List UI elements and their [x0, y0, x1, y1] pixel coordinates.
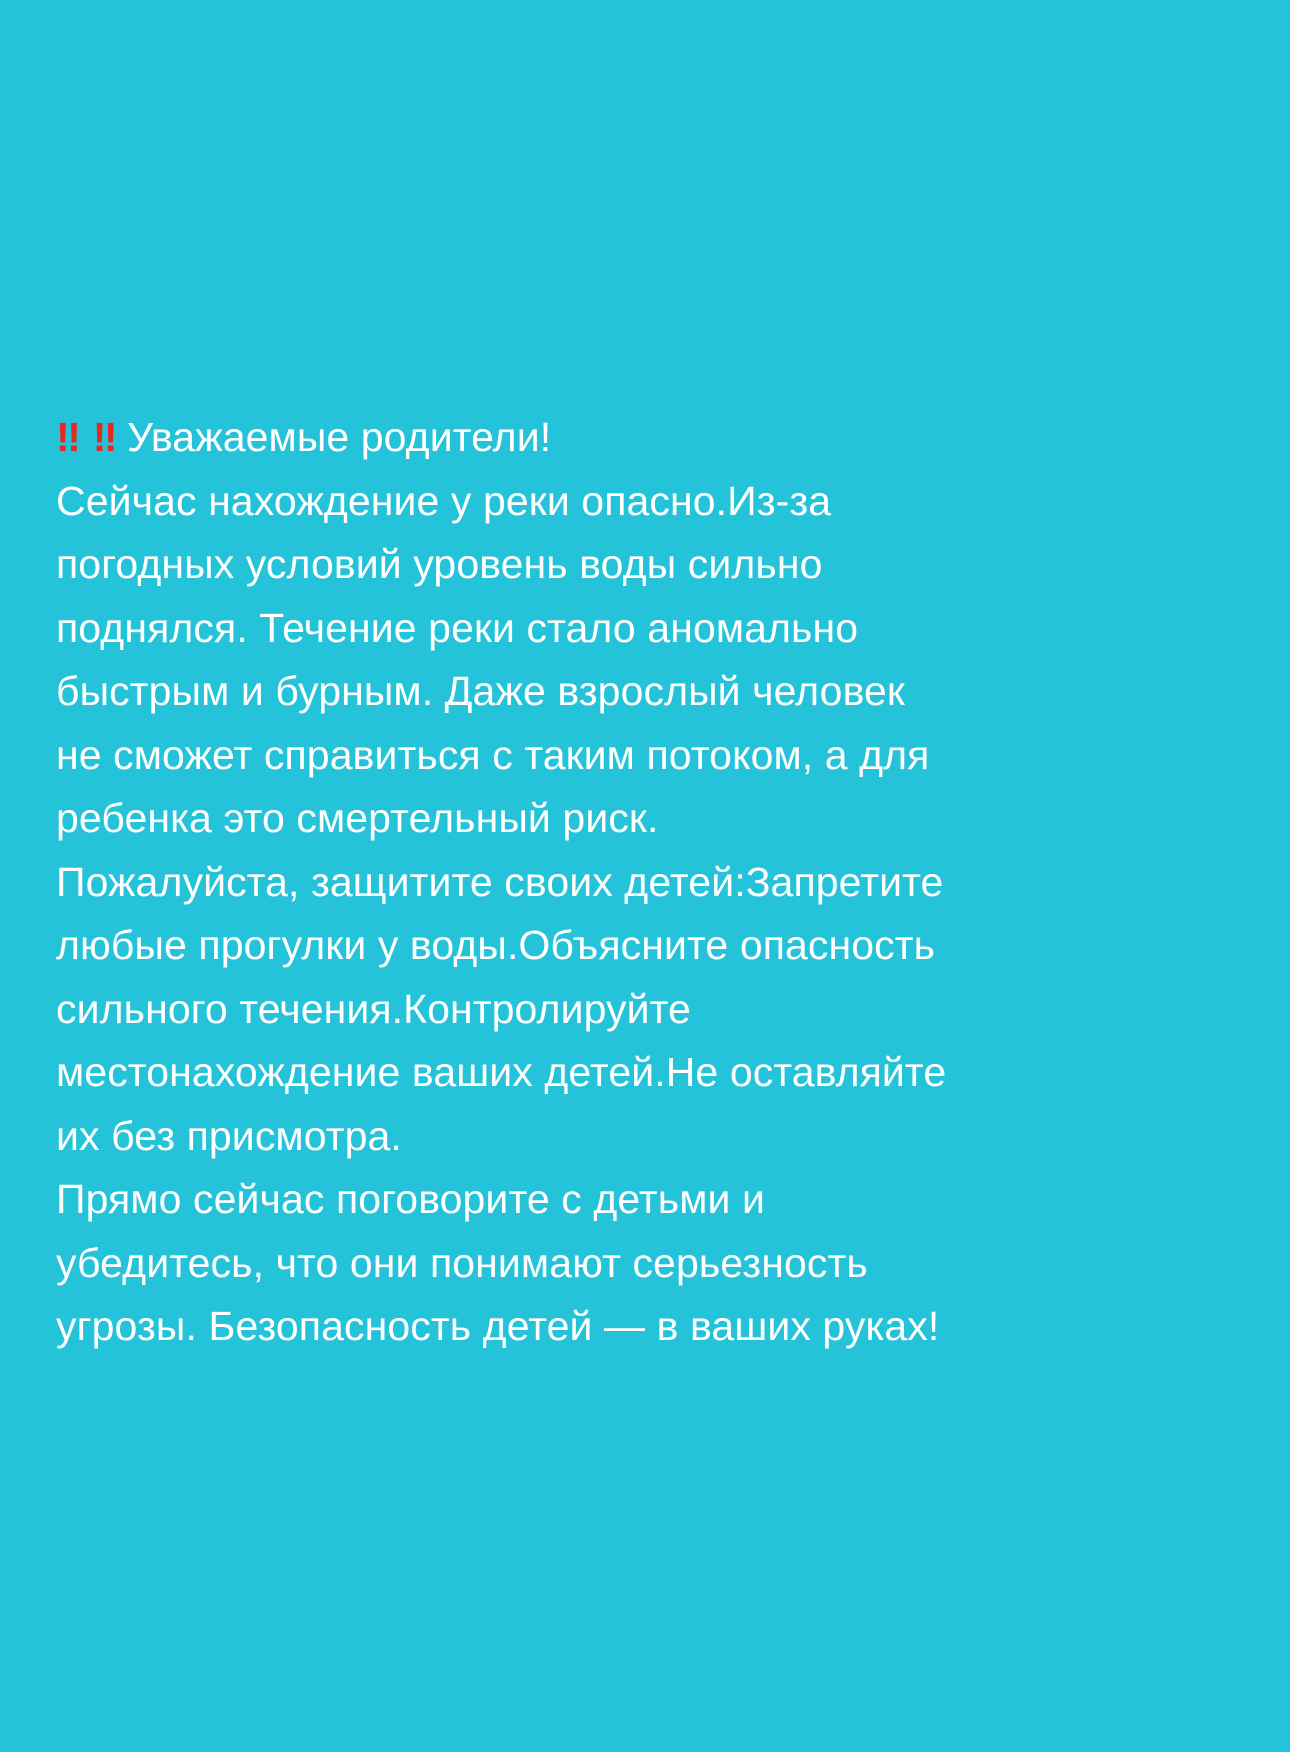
text-line: Прямо сейчас поговорите с детьми и	[56, 1176, 766, 1222]
text-line: Пожалуйста, защитите своих детей:Запретите	[56, 858, 944, 905]
greeting-text: Уважаемые родители!	[127, 414, 552, 460]
double-exclamation-icon: ‼	[92, 414, 116, 460]
text-line: угрозы. Безопасность детей — в ваших руках!	[56, 1303, 940, 1349]
text-line: сильного течения.Контролируйте	[56, 985, 691, 1032]
text-line: убедитесь, что они понимают серьезность	[56, 1239, 868, 1286]
text-line: Сейчас нахождение у реки опасно.Из-за	[56, 477, 832, 524]
greeting-line	[56, 406, 1256, 470]
text-line: поднялся. Течение реки стало аномально	[56, 604, 859, 651]
text-line: погодных условий уровень воды сильно	[56, 541, 823, 587]
text-line: ребенка это смертельный риск.	[56, 795, 659, 841]
double-exclamation-icon: ‼	[56, 414, 79, 460]
text-line: любые прогулки у воды.Объясните опасность	[56, 922, 936, 968]
announcement-text	[56, 406, 1256, 1359]
text-line: их без присмотра.	[56, 1112, 402, 1159]
text-line: местонахождение ваших детей.Не оставляйте	[56, 1049, 947, 1095]
text-line: быстрым и бурным. Даже взрослый человек	[56, 668, 905, 714]
text-line: не сможет справиться с таким потоком, а для	[56, 731, 930, 778]
